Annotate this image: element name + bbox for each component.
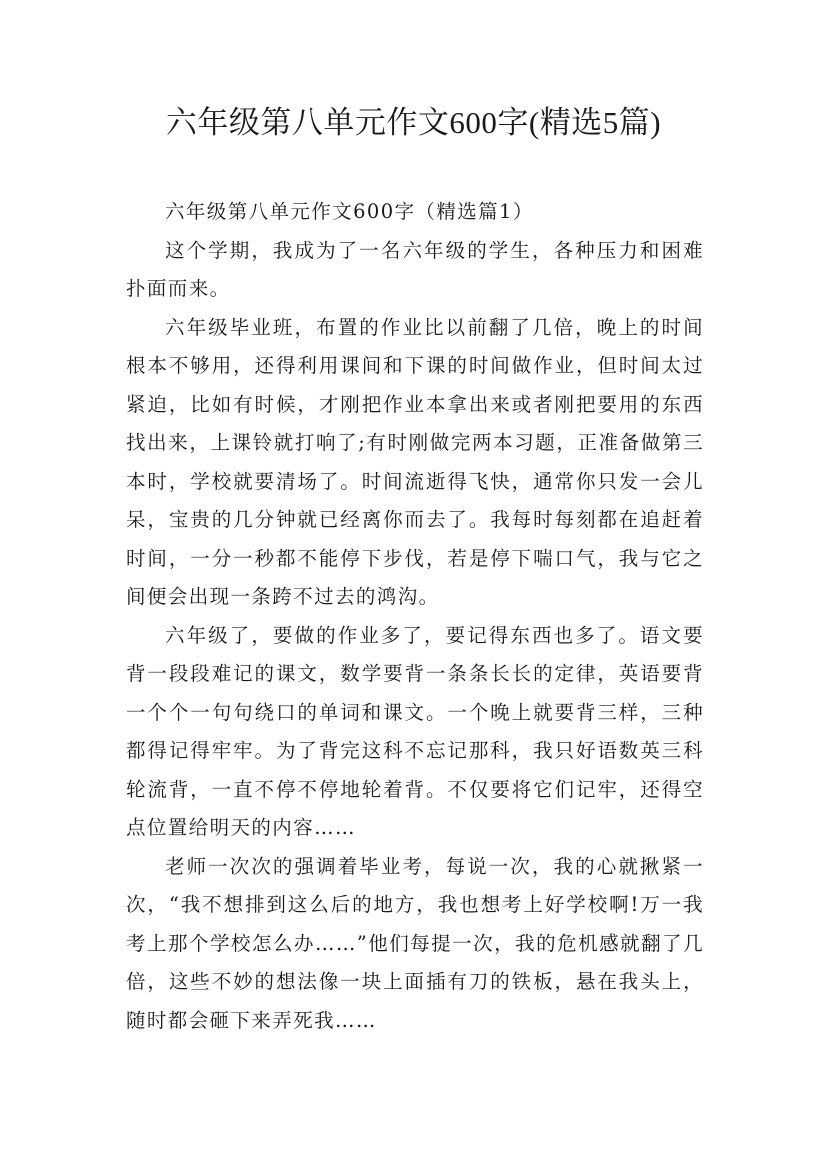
- paragraph: 六年级了，要做的作业多了，要记得东西也多了。语文要背一段段难记的课文，数学要背一条条长长的定律，英语要背一个个一句句绕口的单词和课文。一个晚上就要背三样，三种都得记得牢牢。为了背完这科不忘记那科，我只好语数英三科轮流背，一直不停不停地轮着背。不仅要将它们记牢，还得空点位置给明天的内容……: [126, 623, 704, 839]
- document-title: 六年级第八单元作文600字(精选5篇): [165, 105, 662, 140]
- paragraph: 这个学期，我成为了一名六年级的学生，各种压力和困难扑面而来。: [126, 238, 704, 300]
- paragraph: 六年级毕业班，布置的作业比以前翻了几倍，晚上的时间根本不够用，还得利用课间和下课的时间做作业，但时间太过紧迫，比如有时候，才刚把作业本拿出来或者刚把要用的东西找出来，上课铃就打响了;有时刚做完两本习题，正准备做第三本时，学校就要清场了。时间流逝得飞快，通常你只发一会儿呆，宝贵的几分钟就已经离你而去了。我每时每刻都在追赶着时间，一分一秒都不能停下步伐，若是停下喘口气，我与它之间便会出现一条跨不过去的鸿沟。: [126, 315, 704, 608]
- section-title: 六年级第八单元作文600字（精选篇1）: [165, 200, 534, 223]
- document-body: [126, 193, 704, 1040]
- paragraph: 老师一次次的强调着毕业考，每说一次，我的心就揪紧一次，“我不想排到这么后的地方，我也想考上好学校啊!万一我考上那个学校怎么办……”他们每提一次，我的危机感就翻了几倍，这些不妙的想法像一块上面插有刀的铁板，悬在我头上，随时都会砸下来弄死我……: [126, 854, 704, 1032]
